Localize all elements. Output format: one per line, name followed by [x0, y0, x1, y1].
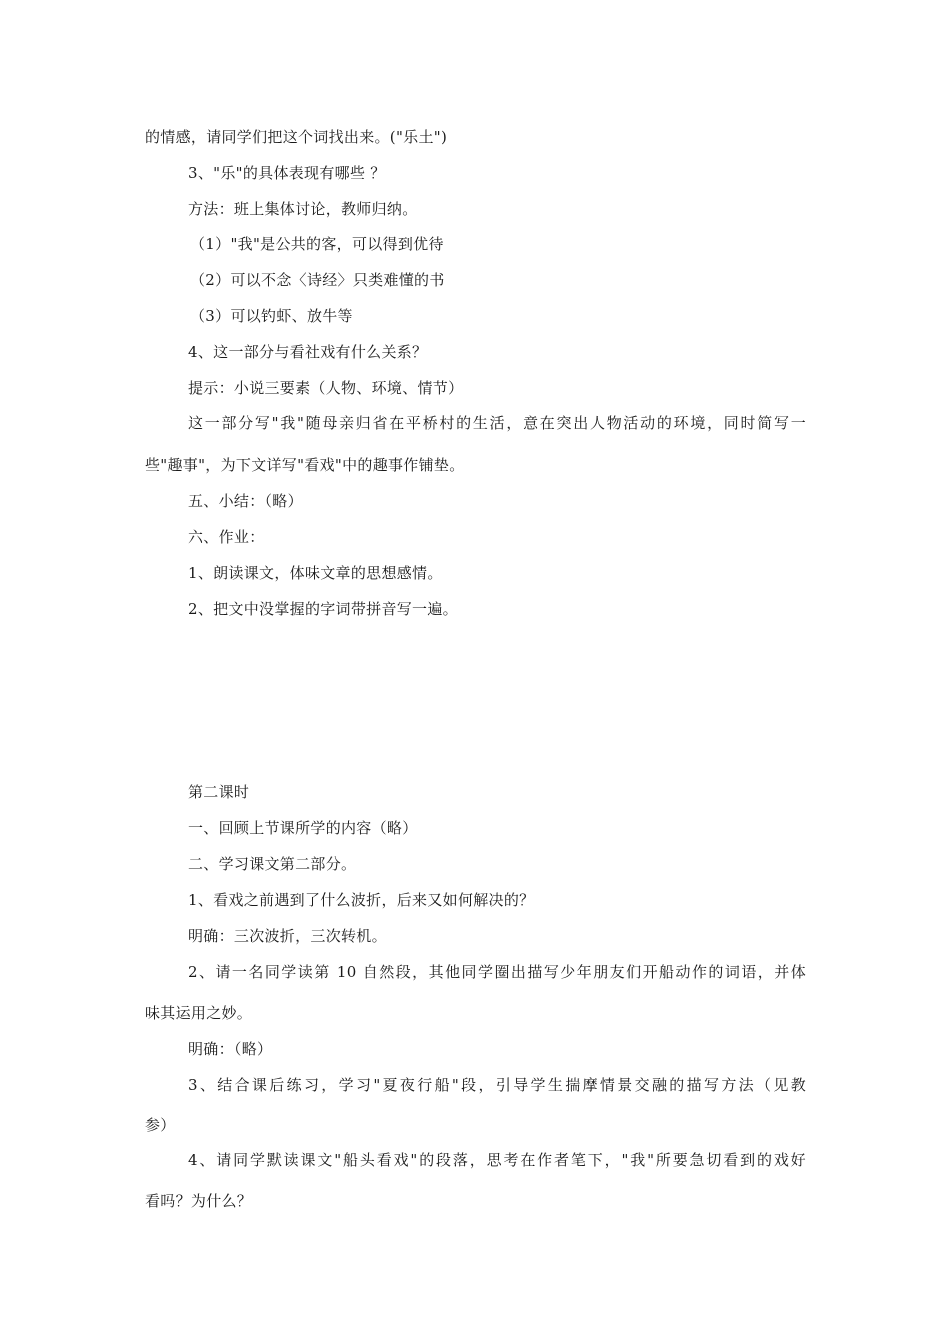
lesson2-question-2-line-2: 味其运用之妙。: [145, 1004, 253, 1022]
paragraph-line-2: 些"趣事"，为下文详写"看戏"中的趣事作铺垫。: [145, 456, 465, 474]
lesson2-question-3-line-1: 3、结合课后练习，学习"夏夜行船"段，引导学生揣摩情景交融的描写方法（见教: [188, 1076, 806, 1094]
list-item-3: （3）可以钓虾、放牛等: [190, 307, 353, 325]
question-4: 4、这一部分与看社戏有什么关系？: [188, 343, 428, 361]
lesson-heading: 第二课时: [188, 783, 250, 801]
hint-text: 提示：小说三要素（人物、环境、情节）: [188, 379, 464, 397]
lesson2-question-4-line-1: 4、请同学默读课文"船头看戏"的段落，思考在作者笔下，"我"所要急切看到的戏好: [188, 1151, 806, 1169]
lesson2-question-3-line-2: 参）: [145, 1116, 176, 1134]
paragraph-continuation: 的情感，请同学们把这个词找出来。("乐土"): [145, 128, 448, 146]
homework-heading: 六、作业：: [188, 528, 265, 546]
lesson2-question-4-line-2: 看吗？为什么？: [145, 1192, 253, 1210]
question-3: 3、"乐"的具体表现有哪些 ？: [188, 164, 386, 182]
lesson2-question-2-line-1: 2、请一名同学读第 10 自然段，其他同学圈出描写少年朋友们开船动作的词语，并体: [188, 963, 806, 981]
list-item-1: （1）"我"是公共的客，可以得到优待: [190, 235, 444, 253]
lesson2-answer-1: 明确：三次波折，三次转机。: [188, 927, 387, 945]
summary-heading: 五、小结：（略）: [188, 492, 303, 510]
method-text: 方法：班上集体讨论，教师归纳。: [188, 200, 418, 218]
lesson2-answer-2: 明确：（略）: [188, 1040, 273, 1058]
step-2: 二、学习课文第二部分。: [188, 855, 357, 873]
homework-item-2: 2、把文中没掌握的字词带拼音写一遍。: [188, 600, 458, 618]
lesson2-question-1: 1、看戏之前遇到了什么波折，后来又如何解决的？: [188, 891, 535, 909]
list-item-2: （2）可以不念〈诗经〉只类难懂的书: [190, 271, 445, 289]
step-1: 一、回顾上节课所学的内容（略）: [188, 819, 418, 837]
paragraph-line-1: 这一部分写"我"随母亲归省在平桥村的生活，意在突出人物活动的环境，同时简写一: [188, 414, 806, 432]
homework-item-1: 1、朗读课文，体味文章的思想感情。: [188, 564, 443, 582]
